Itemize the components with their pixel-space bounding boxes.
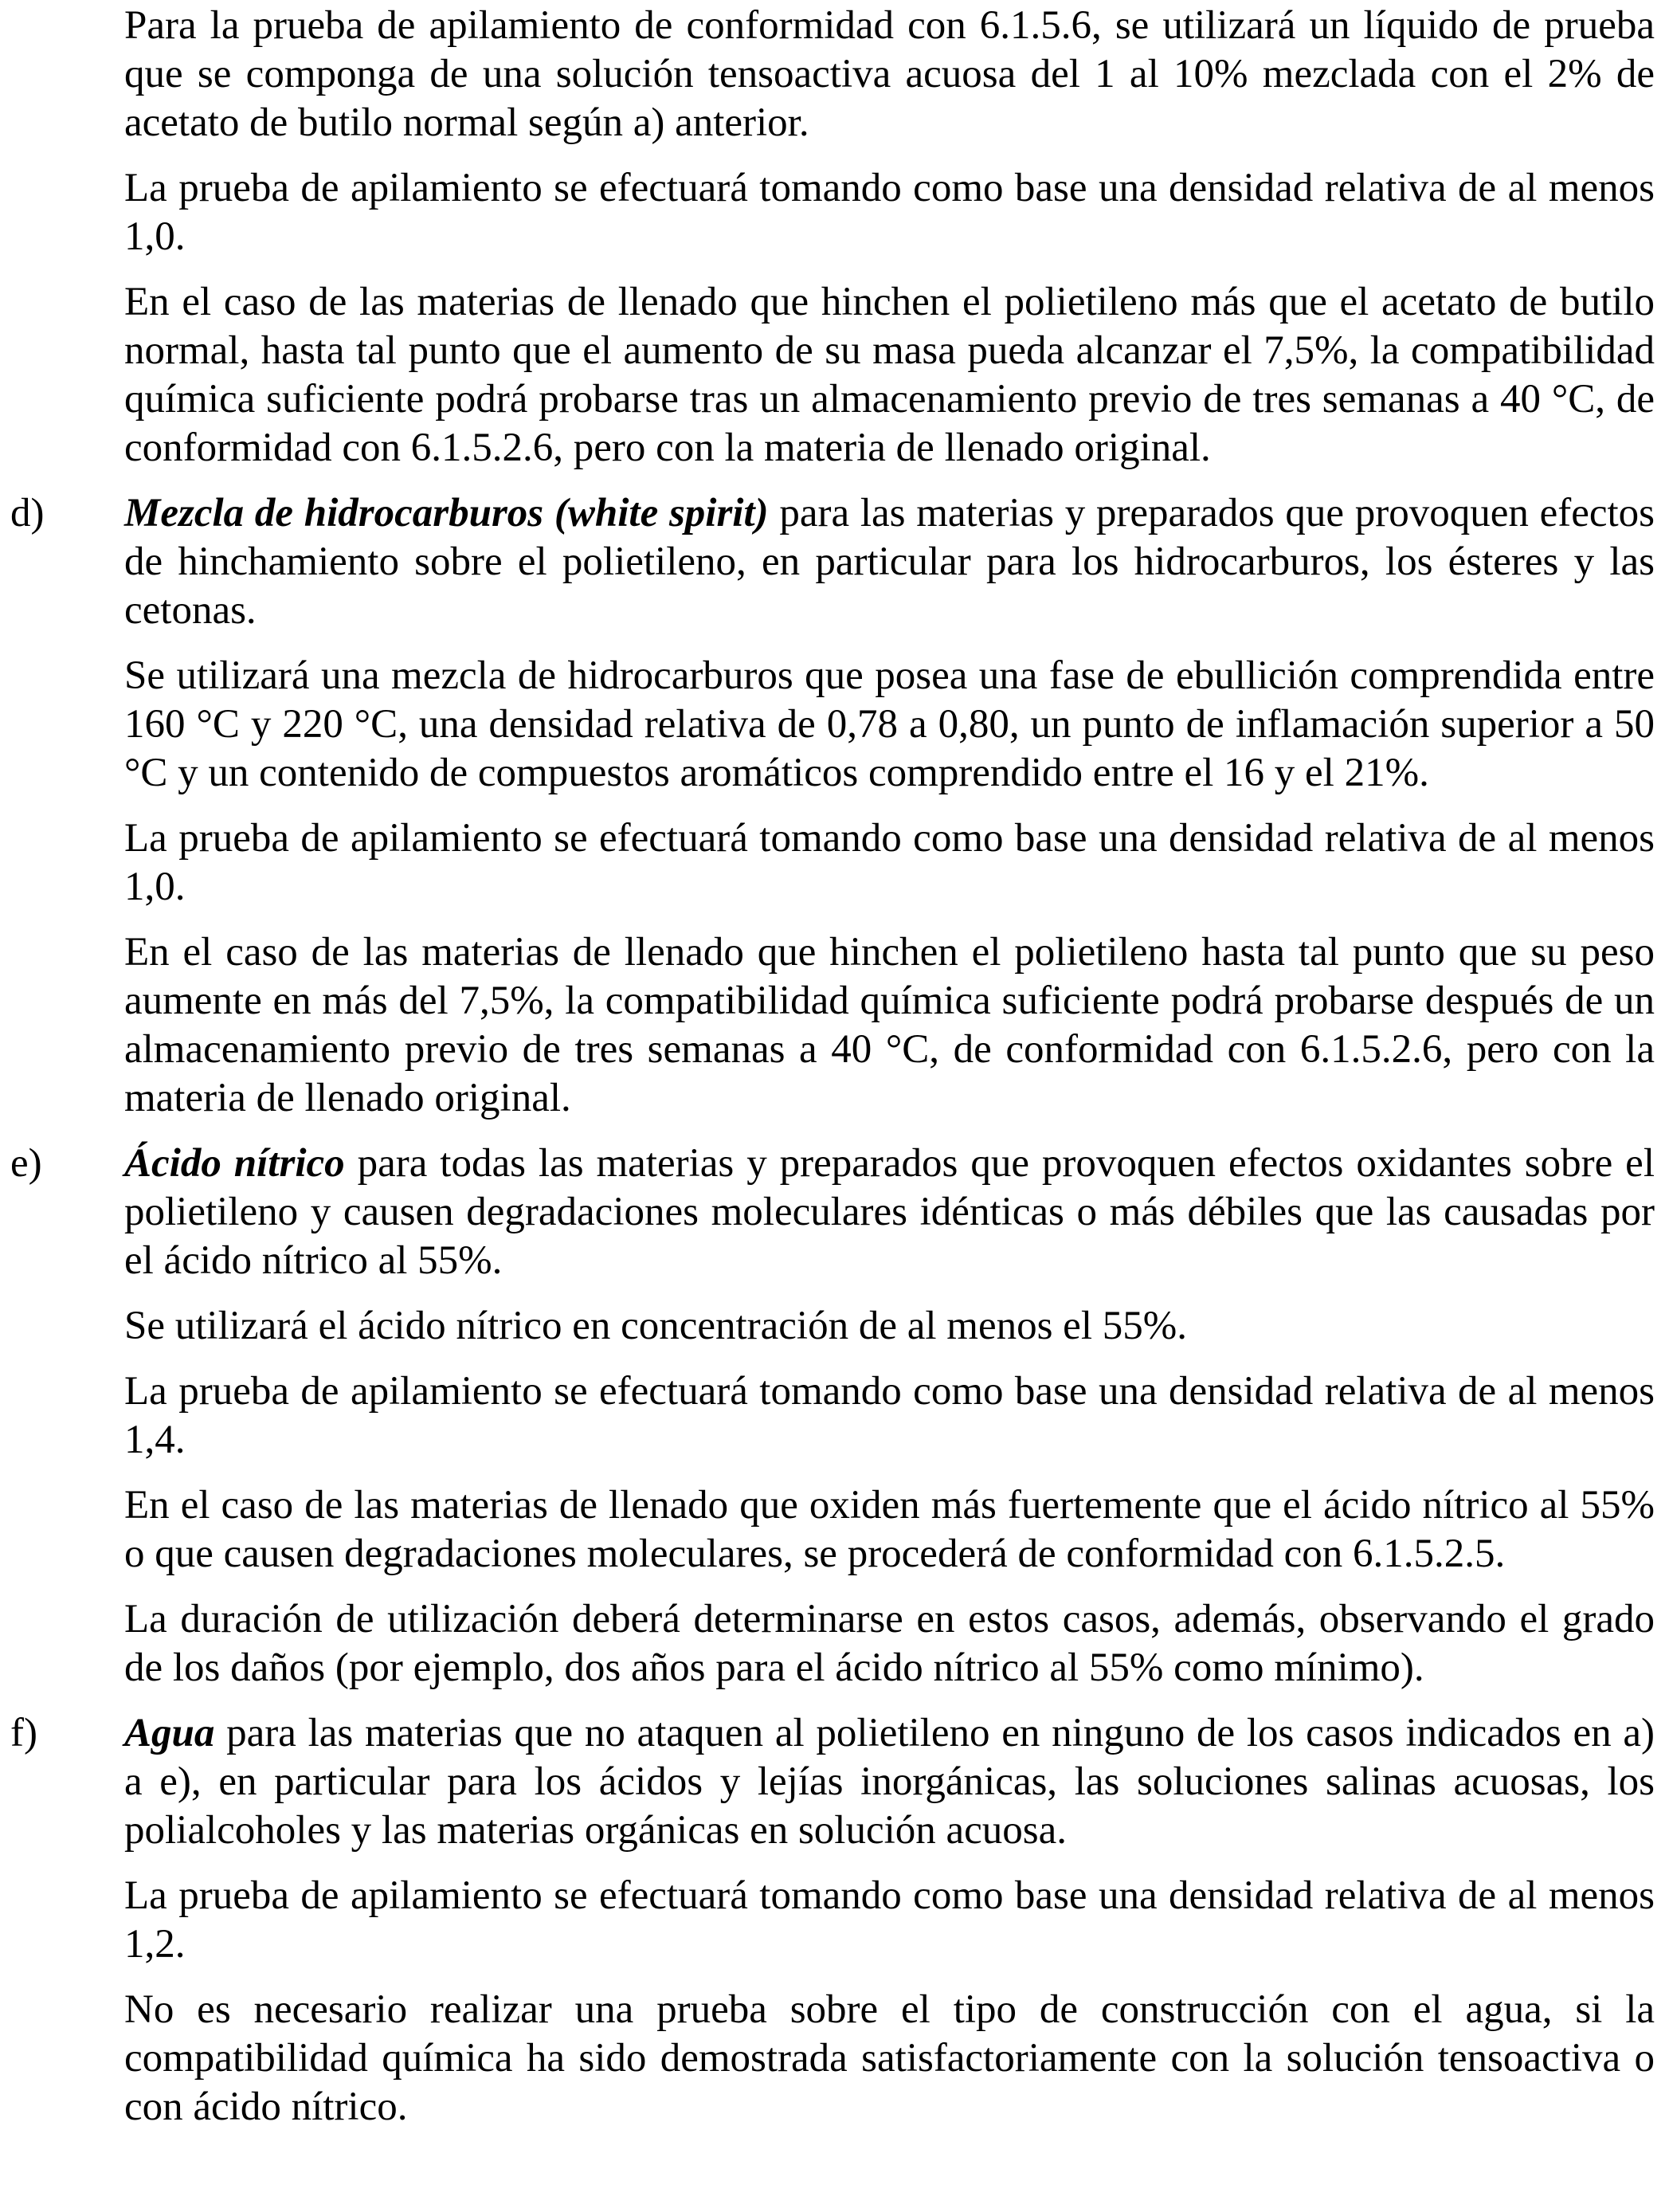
- paragraph-density-1-2: La prueba de apilamiento se efectuará tomando como base una densidad relativa de al menos 1,2.: [124, 1873, 1655, 1967]
- list-item-e: [0, 1139, 1669, 1285]
- paragraph-nitric-concentration: Se utilizará el ácido nítrico en concentración de al menos el 55%.: [124, 1304, 1187, 1348]
- list-lead-f: Agua: [124, 1711, 215, 1755]
- paragraph-butyl-acetate-swelling: En el caso de las materias de llenado que hinchen el polietileno más que el acetato de butilo normal, hasta tal punto que el aumento de su masa pueda alcanzar el 7,5%, la compatibilidad química suficiente podrá probarse tras un almacenamiento previo de tres semanas a 40 °C, de conformidad con 6.1.5.2.6, pero con la materia de llenado original.: [124, 280, 1655, 470]
- paragraph-density-1-0-a: La prueba de apilamiento se efectuará tomando como base una densidad relativa de al menos 1,0.: [124, 166, 1655, 259]
- paragraph-usage-duration: La duración de utilización deberá determinarse en estos casos, además, observando el grado de los daños (por ejemplo, dos años para el ácido nítrico al 55% como mínimo).: [124, 1597, 1655, 1690]
- list-label-f: f): [10, 1711, 37, 1755]
- list-text-d: para las materias y preparados que provoquen efectos de hinchamiento sobre el polietileno, en particular para los hidrocarburos, los ésteres y las cetonas.: [124, 491, 1655, 633]
- list-lead-d: Mezcla de hidrocarburos (white spirit): [124, 491, 769, 535]
- paragraph-polyethylene-swelling: En el caso de las materias de llenado que hinchen el polietileno hasta tal punto que su peso aumente en más del 7,5%, la compatibilidad química suficiente podrá probarse después de un almacenamiento previo de tres semanas a 40 °C, de conformidad con 6.1.5.2.6, pero con la materia de llenado original.: [124, 930, 1655, 1120]
- list-label-e: e): [10, 1141, 42, 1186]
- paragraph-water-test-not-required: No es necesario realizar una prueba sobre el tipo de construcción con el agua, si la compatibilidad química ha sido demostrada satisfactoriamente con la solución tensoactiva o con ácido nítrico.: [124, 1987, 1655, 2129]
- list-text-f: para las materias que no ataquen al polietileno en ninguno de los casos indicados en a) a e), en particular para los ácidos y lejías inorgánicas, las soluciones salinas acuosas, los polialcoholes y las materias orgánicas en solución acuosa.: [124, 1711, 1655, 1853]
- paragraph-strong-oxidation: En el caso de las materias de llenado que oxiden más fuertemente que el ácido nítrico al 55% o que causen degradaciones moleculares, se procederá de conformidad con 6.1.5.2.5.: [124, 1483, 1655, 1576]
- list-lead-e: Ácido nítrico: [124, 1141, 345, 1186]
- paragraph-density-1-0-b: La prueba de apilamiento se efectuará tomando como base una densidad relativa de al menos 1,0.: [124, 816, 1655, 909]
- list-item-d: [0, 489, 1669, 635]
- paragraph-hydrocarbon-mixture: Se utilizará una mezcla de hidrocarburos que posea una fase de ebullición comprendida entre 160 °C y 220 °C, una densidad relativa de 0,78 a 0,80, un punto de inflamación superior a 50 °C y un contenido de compuestos aromáticos comprendido entre el 16 y el 21%.: [124, 653, 1655, 795]
- paragraph-density-1-4: La prueba de apilamiento se efectuará tomando como base una densidad relativa de al menos 1,4.: [124, 1369, 1655, 1462]
- list-label-d: d): [10, 491, 45, 535]
- paragraph-stacking-test-liquid: Para la prueba de apilamiento de conformidad con 6.1.5.6, se utilizará un líquido de prueba que se componga de una solución tensoactiva acuosa del 1 al 10% mezclada con el 2% de acetato de butilo normal según a) anterior.: [124, 3, 1655, 145]
- list-item-f: [0, 1709, 1669, 1855]
- list-text-e: para todas las materias y preparados que provoquen efectos oxidantes sobre el polietileno y causen degradaciones moleculares idénticas o más débiles que las causadas por el ácido nítrico al 55%.: [124, 1141, 1655, 1283]
